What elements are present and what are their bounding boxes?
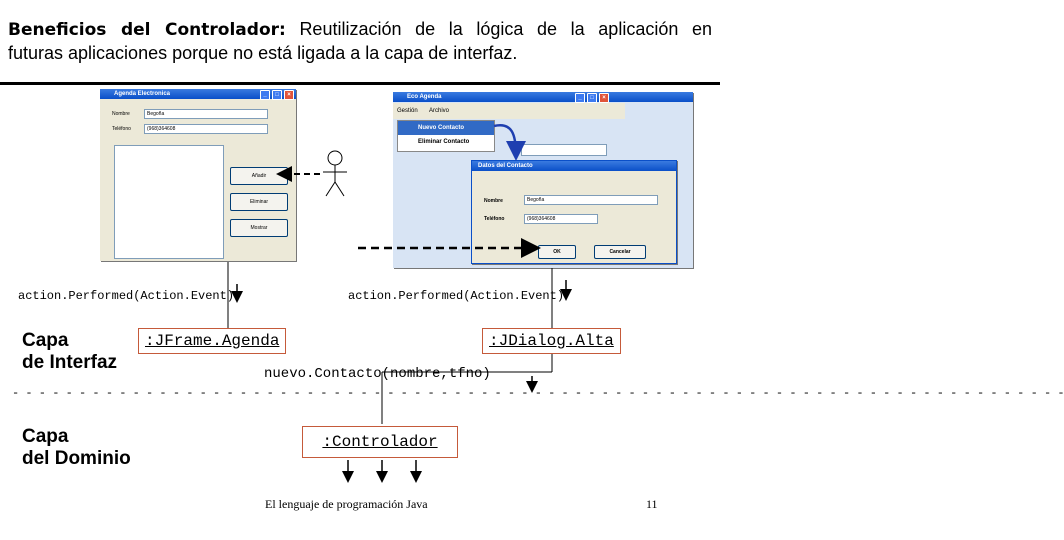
agenda-title: Agenda Electronica — [114, 91, 171, 97]
title-line2: futuras aplicaciones porque no está ligada a la capa de interfaz. — [8, 43, 518, 63]
agenda-telefono-label: Teléfono — [112, 126, 131, 132]
agenda-nombre-label: Nombre — [112, 111, 130, 117]
dialog-nombre-input[interactable]: Begoña — [524, 195, 658, 205]
dialog-title: Datos del Contacto — [478, 163, 533, 169]
anadir-button[interactable]: Añadir — [230, 167, 288, 185]
eco-title: Eco Agenda — [407, 94, 442, 100]
close-icon[interactable]: × — [599, 93, 609, 103]
mostrar-button[interactable]: Mostrar — [230, 219, 288, 237]
dialog-telefono-input[interactable]: (968)364608 — [524, 214, 598, 224]
event-label-right: action.Performed(Action.Event) — [348, 289, 565, 303]
event-label-left: action.Performed(Action.Event) — [18, 289, 235, 303]
layer-interface-label — [22, 330, 117, 374]
message-label: nuevo.Contacto(nombre,tfno) — [264, 366, 491, 382]
layer-domain-label — [22, 426, 131, 470]
minimize-icon[interactable]: _ — [260, 90, 270, 100]
eliminar-button[interactable]: Eliminar — [230, 193, 288, 211]
title-line1: Reutilización de la lógica de la aplicación en — [299, 19, 712, 39]
layer-interface-line2: de Interfaz — [22, 352, 118, 373]
menu-item-nuevo-contacto[interactable]: Nuevo Contacto — [398, 121, 494, 135]
layer-interface-line1: Capa — [22, 330, 69, 351]
agenda-telefono-input[interactable]: (968)364608 — [144, 124, 268, 134]
jframe-agenda-box: :JFrame.Agenda — [138, 328, 286, 354]
page-number: 11 — [646, 497, 658, 511]
ok-button[interactable]: OK — [538, 245, 576, 259]
dialog-nombre-label: Nombre — [484, 198, 503, 204]
layer-domain-line2: del Dominio — [22, 448, 131, 469]
cancel-button[interactable]: Cancelar — [594, 245, 646, 259]
minimize-icon[interactable]: _ — [575, 93, 585, 103]
close-icon[interactable]: × — [284, 90, 294, 100]
title-bold: Beneficios del Controlador: — [8, 20, 286, 40]
layer-domain-line1: Capa — [22, 426, 69, 447]
menu-archivo[interactable]: Archivo — [429, 108, 450, 114]
layer-separator: - - - - - - - - - - - - - - - - - - - - - - - - - - - - - - - - - - - - - - - - - - - - - - - - - - - - - - - - - - - - - - - - - - - - - - - - - - - - - - - — [12, 386, 1064, 400]
maximize-icon[interactable]: □ — [272, 90, 282, 100]
maximize-icon[interactable]: □ — [587, 93, 597, 103]
controlador-box: :Controlador — [302, 426, 458, 458]
agenda-nombre-input[interactable]: Begoña — [144, 109, 268, 119]
menu-gestion[interactable]: Gestión — [397, 108, 418, 114]
menu-item-eliminar-contacto[interactable]: Eliminar Contacto — [418, 139, 470, 145]
jdialog-alta-box: :JDialog.Alta — [482, 328, 621, 354]
footer-text: El lenguaje de programación Java — [265, 497, 428, 511]
dialog-telefono-label: Teléfono — [484, 216, 505, 222]
